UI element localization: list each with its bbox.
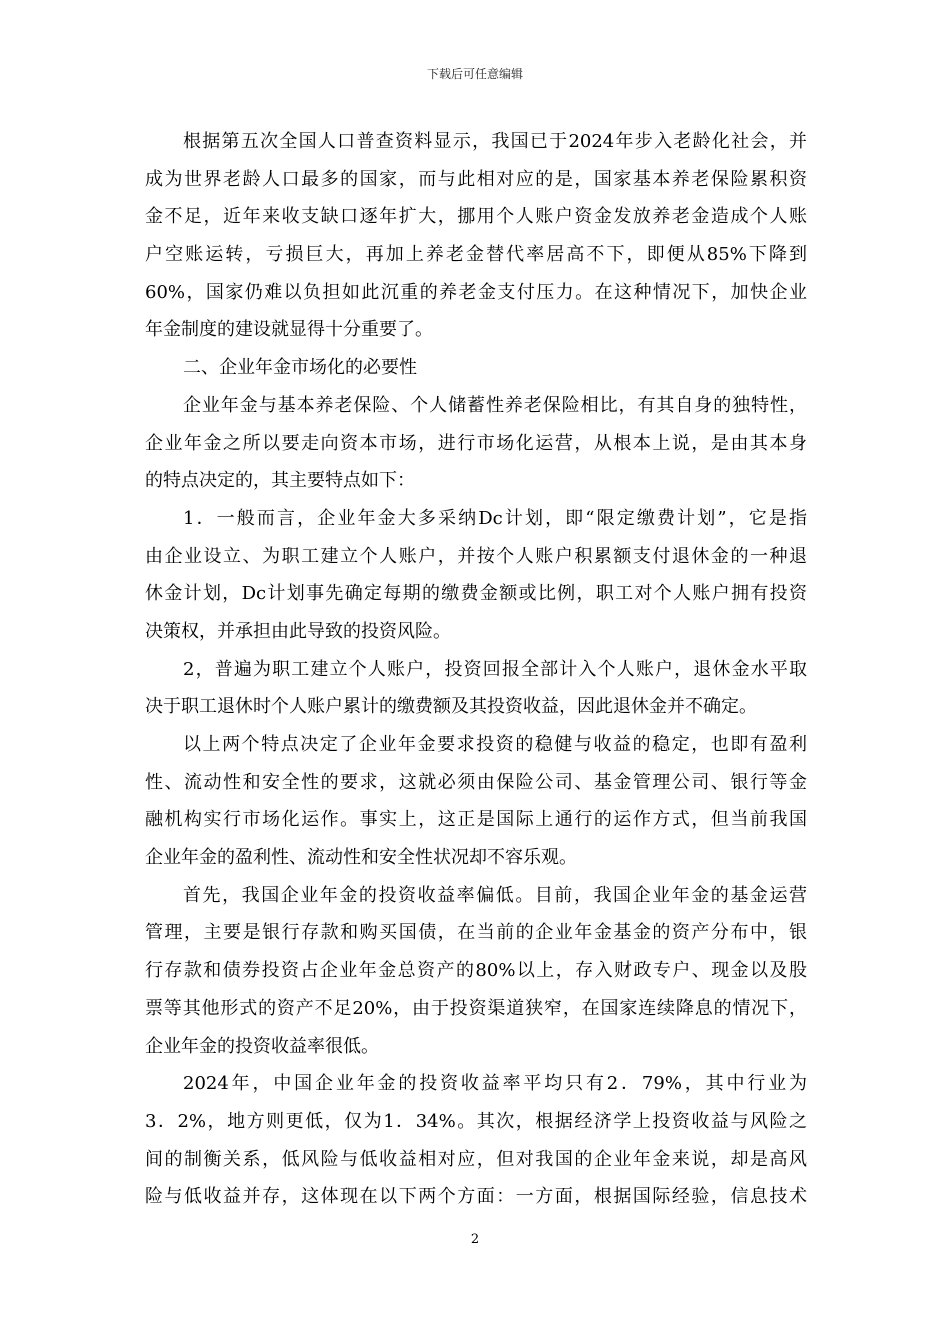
text-line: 行存款和债券投资占企业年金总资产的80%以上，存入财政专户、现金以及股 [145,960,807,982]
list-item-1-line: 1．一般而言，企业年金大多采纳Dc计划，即“限定缴费计划”，它是指 [183,507,807,529]
text-line: 管理，主要是银行存款和购买国债，在当前的企业年金基金的资产分布中，银 [145,922,807,944]
text-line: 决于职工退休时个人账户累计的缴费额及其投资收益，因此退休金并不确定。 [145,696,757,718]
text-line: 融机构实行市场化运作。事实上，这正是国际上通行的运作方式，但当前我国 [145,809,807,831]
text-line: 60%，国家仍难以负担如此沉重的养老金支付压力。在这种情况下，加快企业 [145,281,807,303]
text-line: 根据第五次全国人口普查资料显示，我国已于2024年步入老龄化社会，并 [183,131,807,152]
page-header: 下载后可任意编辑 [426,67,523,81]
text-line: 户空账运转，亏损巨大，再加上养老金替代率居高不下，即便从85%下降到 [145,244,807,266]
text-line: 间的制衡关系，低风险与低收益相对应，但对我国的企业年金来说，却是高风 [145,1148,807,1170]
text-line: 由企业设立、为职工建立个人账户，并按个人账户积累额支付退休金的一种退 [145,545,807,567]
text-line: 3．2%，地方则更低，仅为1．34%。其次，根据经济学上投资收益与风险之 [145,1110,807,1132]
text-line: 年金制度的建设就显得十分重要了。 [145,319,433,341]
text-line: 险与低收益并存，这体现在以下两个方面：一方面，根据国际经验，信息技术 [145,1186,807,1208]
text-line: 成为世界老龄人口最多的国家，而与此相对应的是，国家基本养老保险累积资 [145,168,807,190]
text-line: 企业年金之所以要走向资本市场，进行市场化运营，从根本上说，是由其本身 [145,432,807,454]
body-text [145,123,807,1216]
text-line: 性、流动性和安全性的要求，这就必须由保险公司、基金管理公司、银行等金 [145,771,807,793]
text-line: 休金计划，Dc计划事先确定每期的缴费金额或比例，职工对个人账户拥有投资 [145,583,807,605]
text-line: 2024年，中国企业年金的投资收益率平均只有2．79%，其中行业为 [183,1073,807,1095]
text-line: 企业年金的投资收益率很低。 [145,1035,379,1057]
text-line: 金不足，近年来收支缺口逐年扩大，挪用个人账户资金发放养老金造成个人账 [145,206,807,228]
text-line: 以上两个特点决定了企业年金要求投资的稳健与收益的稳定，也即有盈利 [183,734,807,755]
section-heading: 二、企业年金市场化的必要性 [183,357,417,379]
text-line: 票等其他形式的资产不足20%，由于投资渠道狭窄，在国家连续降息的情况下， [145,997,807,1019]
text-line: 的特点决定的，其主要特点如下： [145,470,415,492]
text-line: 首先，我国企业年金的投资收益率偏低。目前，我国企业年金的基金运营 [183,884,807,906]
text-line: 决策权，并承担由此导致的投资风险。 [145,620,451,642]
text-line: 企业年金与基本养老保险、个人储蓄性养老保险相比，有其自身的独特性， [183,394,807,416]
page-number: 2 [470,1232,480,1247]
text-line: 企业年金的盈利性、流动性和安全性状况却不容乐观。 [145,847,577,869]
list-item-2-line: 2，普遍为职工建立个人账户，投资回报全部计入个人账户，退休金水平取 [183,658,807,680]
